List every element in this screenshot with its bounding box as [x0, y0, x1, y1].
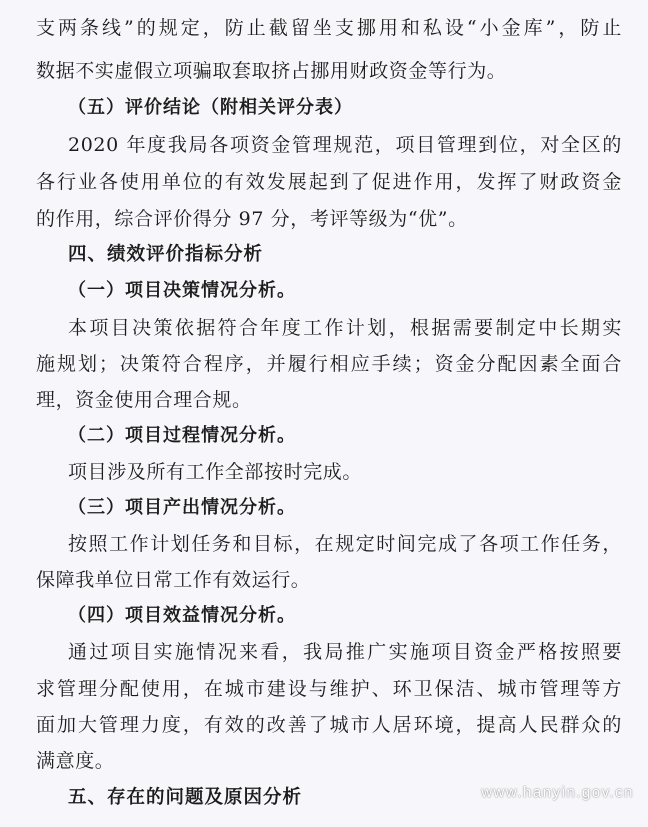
- subheading-benefit-analysis: （四）项目效益情况分析。: [68, 605, 296, 626]
- body-text-line: 项目涉及所有工作全部按时完成。: [68, 461, 363, 483]
- subheading-decision-analysis: （一）项目决策情况分析。: [68, 280, 296, 301]
- body-text-line: 施规划；决策符合程序，并履行相应手续；资金分配因素全面合: [36, 353, 622, 375]
- body-text-line: 按照工作计划任务和目标，在规定时间完成了各项工作任务，: [68, 533, 622, 555]
- body-text-line: 数据不实虚假立项骗取套取挤占挪用财政资金等行为。: [36, 60, 507, 82]
- body-text-line: 支两条线”的规定，防止截留坐支挪用和私设“小金库”，防止: [36, 17, 622, 39]
- subheading-output-analysis: （三）项目产出情况分析。: [68, 497, 296, 518]
- section-heading-5: 五、存在的问题及原因分析: [68, 787, 303, 808]
- body-text-line: 满意度。: [36, 750, 115, 772]
- body-text-line: 的作用，综合评价得分 97 分，考评等级为“优”。: [36, 208, 468, 230]
- body-text-line: 通过项目实施情况来看，我局推广实施项目资金严格按照要: [68, 641, 622, 663]
- body-text-line: 2020 年度我局各项资金管理规范，项目管理到位，对全区的: [68, 134, 622, 156]
- subheading-evaluation-conclusion: （五）评价结论（附相关评分表）: [68, 97, 353, 118]
- section-heading-4: 四、绩效评价指标分析: [68, 244, 264, 265]
- site-watermark: www.hanyin.gov.cn: [481, 784, 634, 801]
- body-text-line: 理，资金使用合理合规。: [36, 389, 252, 411]
- body-text-line: 各行业各使用单位的有效发展起到了促进作用，发挥了财政资金: [36, 171, 622, 193]
- body-text-line: 面加大管理力度，有效的改善了城市人居环境，提高人民群众的: [36, 714, 622, 736]
- body-text-line: 求管理分配使用，在城市建设与维护、环卫保洁、城市管理等方: [36, 678, 622, 700]
- subheading-process-analysis: （二）项目过程情况分析。: [68, 425, 296, 446]
- body-text-line: 保障我单位日常工作有效运行。: [36, 569, 311, 591]
- body-text-line: 本项目决策依据符合年度工作计划，根据需要制定中长期实: [68, 317, 622, 339]
